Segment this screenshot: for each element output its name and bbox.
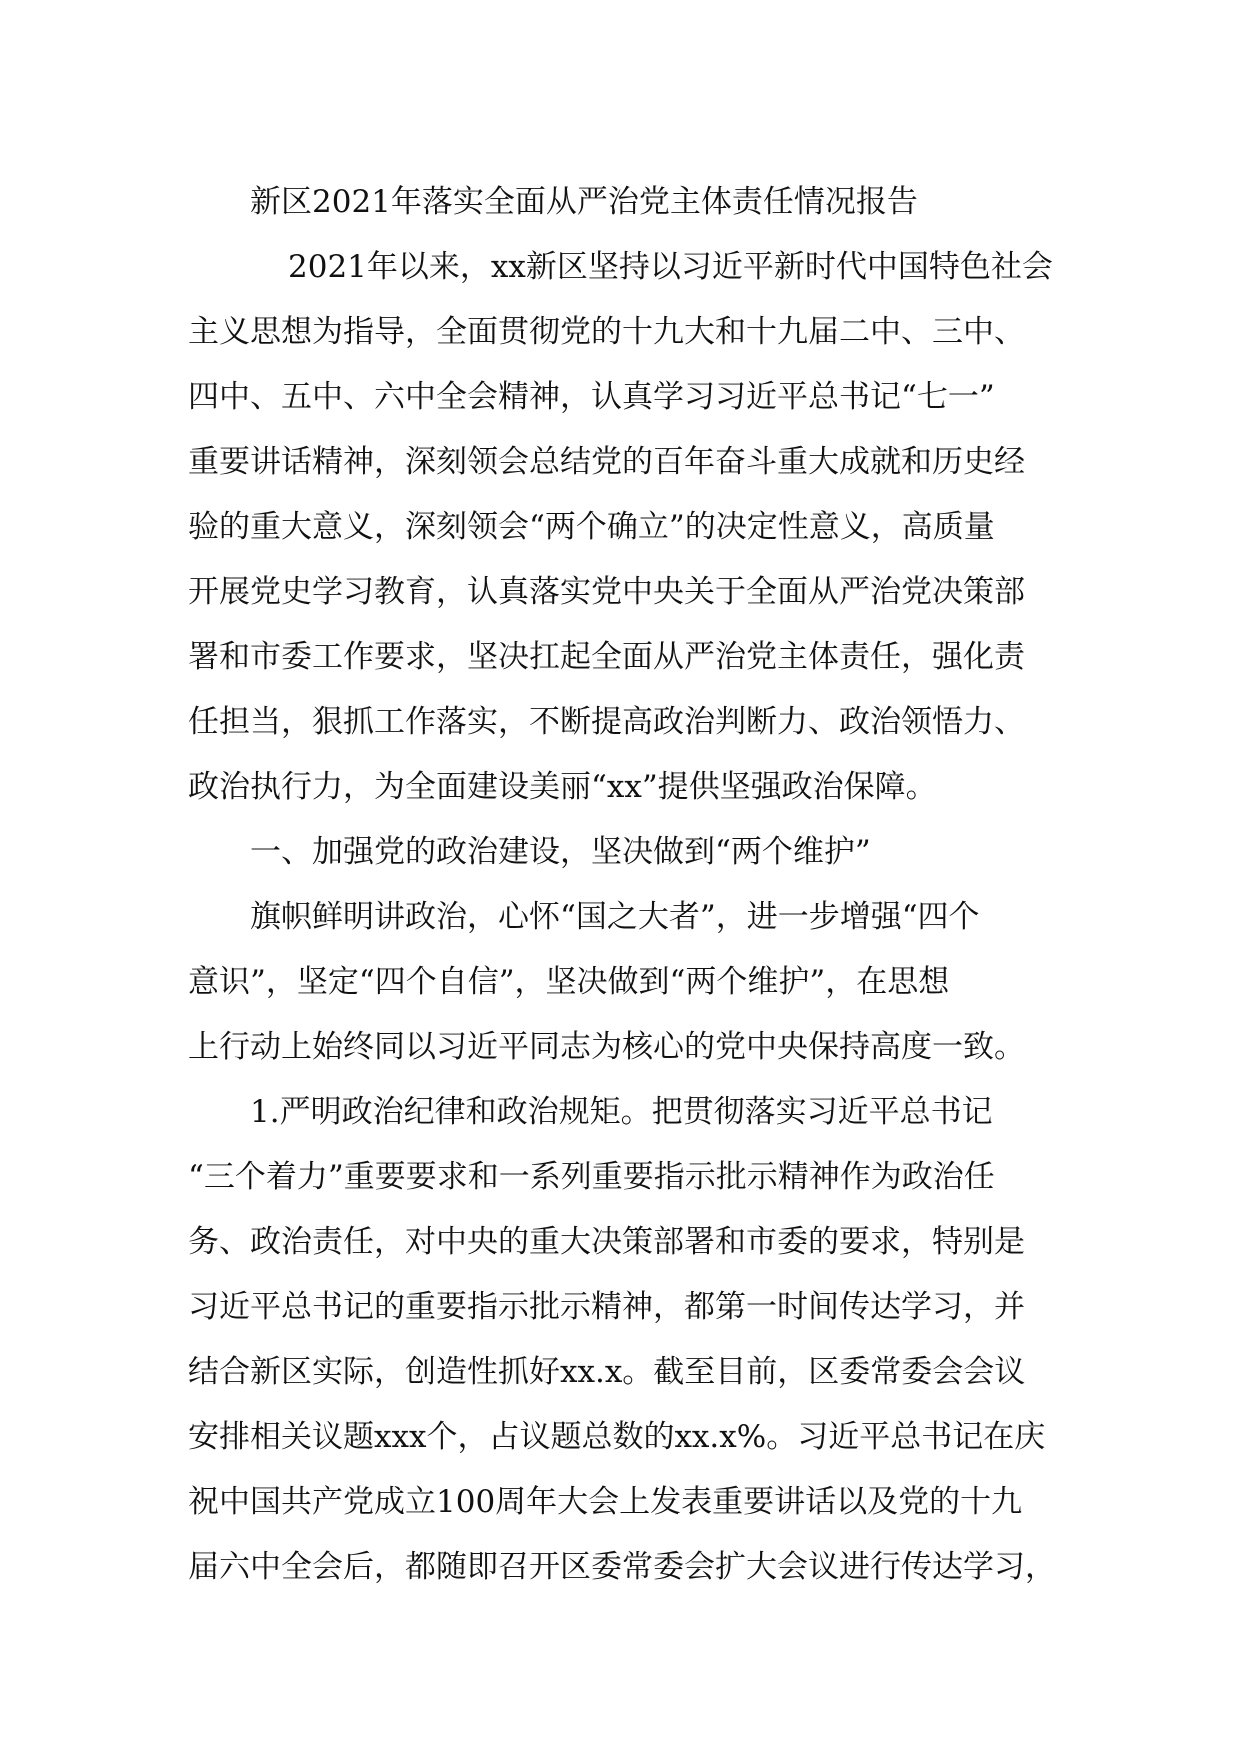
text-line: 主义思想为指导，全面贯彻党的十九大和十九届二中、三中、 (188, 314, 1025, 350)
text-line: 届六中全会后，都随即召开区委常委会扩大会议进行传达学习， (188, 1549, 1056, 1585)
text-line: 安排相关议题xxx个，占议题总数的xx.x%。习近平总书记在庆 (188, 1419, 1046, 1455)
text-line: 旗帜鲜明讲政治，心怀“国之大者”，进一步增强“四个 (250, 899, 980, 935)
text-line: 一、加强党的政治建设，坚决做到“两个维护” (250, 834, 871, 870)
text-line: “三个着力”重要要求和一系列重要指示批示精神作为政治任 (188, 1159, 995, 1195)
document-body (188, 170, 1068, 1600)
text-line: 开展党史学习教育，认真落实党中央关于全面从严治党决策部 (188, 574, 1025, 610)
document-title: 新区2021年落实全面从严治党主体责任情况报告 (250, 184, 918, 220)
text-line: 验的重大意义，深刻领会“两个确立”的决定性意义，高质量 (188, 509, 995, 545)
text-line: 1.严明政治纪律和政治规矩。把贯彻落实习近平总书记 (250, 1094, 993, 1130)
text-line: 上行动上始终同以习近平同志为核心的党中央保持高度一致。 (188, 1029, 1025, 1065)
text-line: 2021年以来，xx新区坚持以习近平新时代中国特色社会 (288, 249, 1053, 285)
text-line: 务、政治责任，对中央的重大决策部署和市委的要求，特别是 (188, 1224, 1025, 1260)
text-line: 重要讲话精神，深刻领会总结党的百年奋斗重大成就和历史经 (188, 444, 1025, 480)
text-line: 任担当，狠抓工作落实，不断提高政治判断力、政治领悟力、 (188, 704, 1025, 740)
text-line: 意识”，坚定“四个自信”，坚决做到“两个维护”，在思想 (188, 964, 950, 1000)
text-line: 习近平总书记的重要指示批示精神，都第一时间传达学习，并 (188, 1289, 1025, 1325)
text-line: 政治执行力，为全面建设美丽“xx”提供坚强政治保障。 (188, 769, 937, 805)
text-line: 四中、五中、六中全会精神，认真学习习近平总书记“七一” (188, 379, 995, 415)
text-line: 结合新区实际，创造性抓好xx.x。截至目前，区委常委会会议 (188, 1354, 1026, 1390)
text-line: 署和市委工作要求，坚决扛起全面从严治党主体责任，强化责 (188, 639, 1025, 675)
text-line: 祝中国共产党成立100周年大会上发表重要讲话以及党的十九 (188, 1484, 1023, 1520)
paragraph-lines (188, 235, 1068, 1600)
